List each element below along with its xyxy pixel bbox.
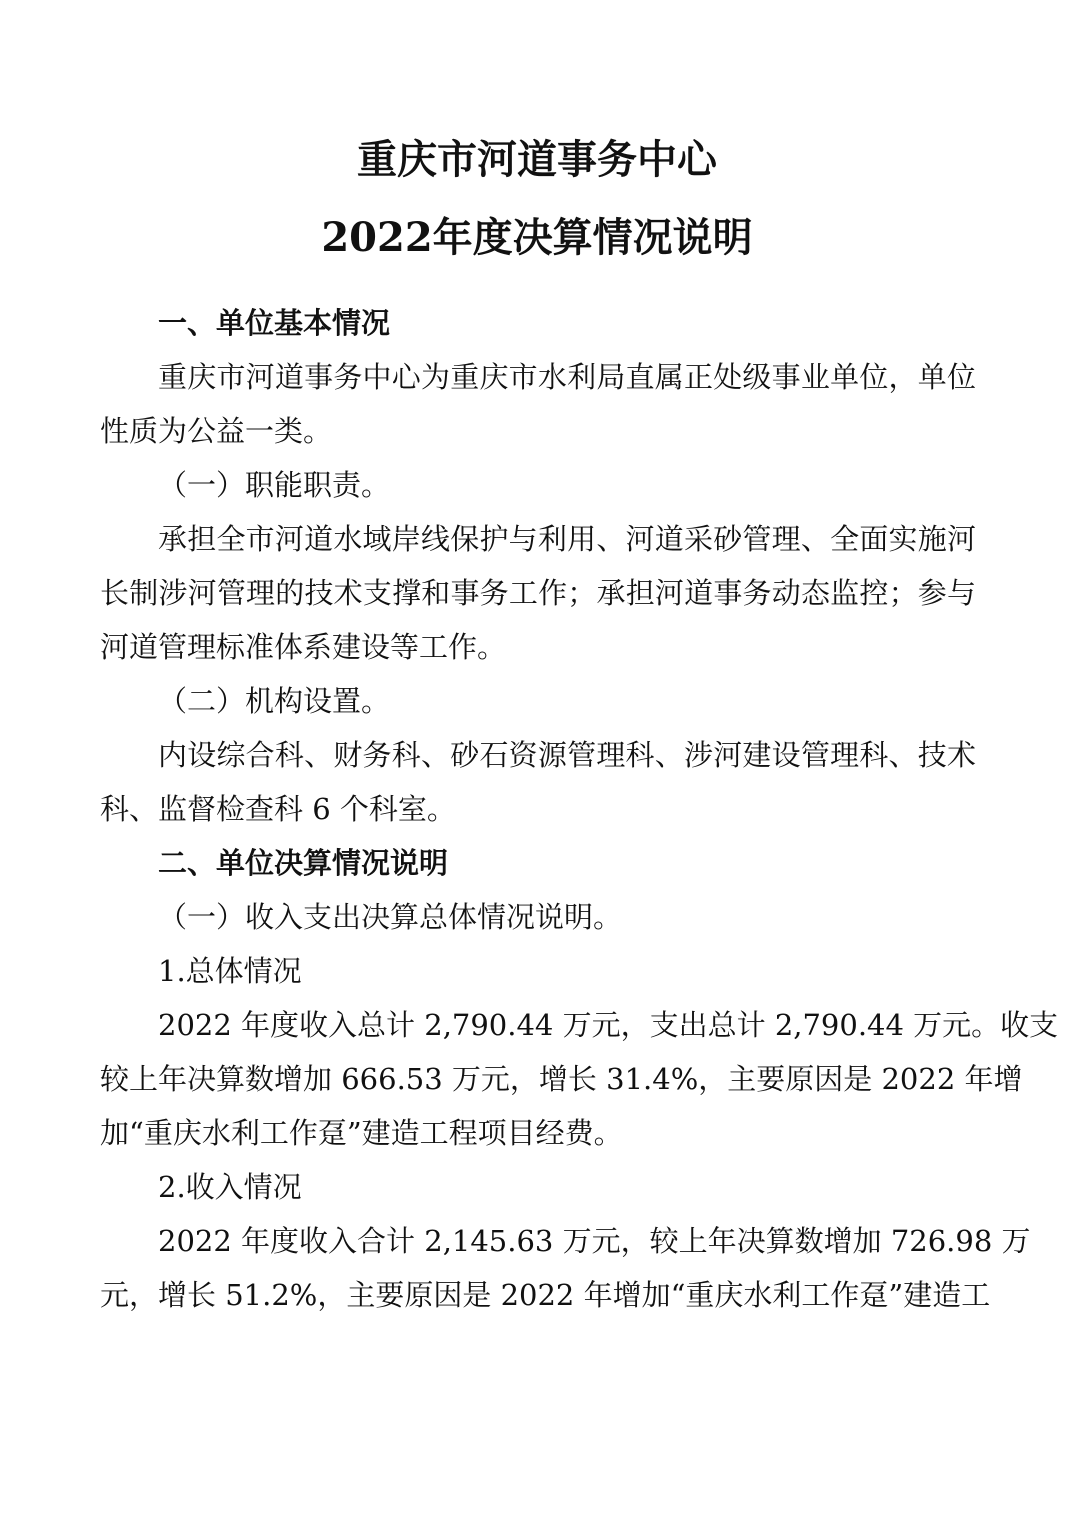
section-heading-basic-info: 一、单位基本情况 xyxy=(158,306,391,340)
text-line: 承担全市河道水域岸线保护与利用、河道采砂管理、全面实施河 xyxy=(158,522,976,556)
text-line: 重庆市河道事务中心为重庆市水利局直属正处级事业单位，单位 xyxy=(158,360,976,394)
text-line: 元，增长 51.2%，主要原因是 2022 年增加“重庆水利工作趸”建造工 xyxy=(100,1278,991,1312)
document-title-line2: 2022年度决算情况说明 xyxy=(321,214,753,261)
text-line: 内设综合科、财务科、砂石资源管理科、涉河建设管理科、技术 xyxy=(158,738,976,772)
text-line: 性质为公益一类。 xyxy=(100,414,333,448)
item-heading-income: 2.收入情况 xyxy=(158,1170,302,1204)
text-line: 2022 年度收入总计 2,790.44 万元，支出总计 2,790.44 万元。收支 xyxy=(158,1008,1059,1042)
paragraph-organization xyxy=(100,728,976,836)
paragraph-duties xyxy=(100,512,976,674)
paragraph-overall xyxy=(100,998,1059,1160)
text-line: 加“重庆水利工作趸”建造工程项目经费。 xyxy=(100,1116,623,1150)
text-line: 较上年决算数增加 666.53 万元，增长 31.4%，主要原因是 2022 年增 xyxy=(100,1062,1023,1096)
text-line: 2022 年度收入合计 2,145.63 万元，较上年决算数增加 726.98 万 xyxy=(158,1224,1031,1258)
subheading-duties: （一）职能职责。 xyxy=(158,468,391,502)
text-line: 河道管理标准体系建设等工作。 xyxy=(100,630,507,664)
subheading-income-expense-overview: （一）收入支出决算总体情况说明。 xyxy=(158,900,623,934)
document-title-line1: 重庆市河道事务中心 xyxy=(357,136,717,183)
text-line: 长制涉河管理的技术支撑和事务工作；承担河道事务动态监控；参与 xyxy=(100,576,976,610)
subheading-organization: （二）机构设置。 xyxy=(158,684,391,718)
document-body xyxy=(100,296,1059,1322)
paragraph-income xyxy=(100,1214,1031,1322)
item-heading-overall: 1.总体情况 xyxy=(158,954,302,988)
paragraph-unit-intro xyxy=(100,350,976,458)
text-line: 科、监督检查科 6 个科室。 xyxy=(100,792,456,826)
section-heading-final-accounts: 二、单位决算情况说明 xyxy=(158,846,449,880)
